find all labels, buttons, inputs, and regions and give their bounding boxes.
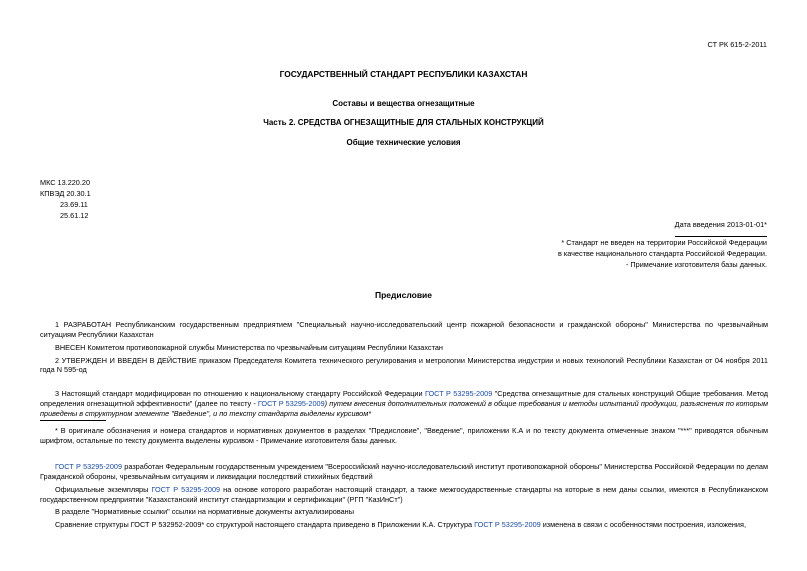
document-code: СТ РК 615-2-2011 [707,40,767,49]
footnote-line-1: * Стандарт не введен на территории Российской Федерации [561,238,767,247]
preface-paragraph-4 [40,389,768,419]
body-paragraph-3: В разделе "Нормативные ссылки" ссылки на нормативные документы актуализированы [55,507,354,517]
gost-link-2[interactable]: ГОСТ Р 53295-2009 [257,399,325,409]
body-paragraph-4 [40,520,768,530]
title-line-2: Составы и вещества огнезащитные [332,99,475,108]
p4-text-b: "Средства огнезащитные для стальных конструкций Общие требования. Метод определения огнезащитной эффективности" (далее по тексту - [40,389,768,409]
gost-link-5[interactable]: ГОСТ Р 53295-2009 [474,520,541,530]
p8-text-b: изменена в связи с особенностями построения, изложения, [540,520,746,530]
footnote-line-3: - Примечание изготовителя базы данных. [625,259,767,269]
footnote-formatting: * В оригинале обозначения и номера стандартов и нормативных документов в разделах "Предисловие", "Введение", приложении К.А и по тексту документа отмеченные знаком "***" приводятся обычным шрифтом, остальные по тексту документа выделены курсивом - Примечание изготовителя базы данных. [40,426,768,445]
classification-codes [40,178,91,222]
p4-text-a: 3 Настоящий стандарт модифицирован по отношению к национальному стандарту Российской Федерации [55,389,425,399]
footnote-line-2: в качестве национального стандарта Российской Федерации. [557,248,767,258]
p6-text-a: Официальные экземпляры [55,484,152,494]
preface-paragraph-2: ВНЕСЕН Комитетом противопожарной службы Министерства по чрезвычайным ситуациям Республики Казахстан [55,342,443,352]
preface-heading: Предисловие [374,290,433,300]
preface-paragraph-3: 2 УТВЕРЖДЕН И ВВЕДЕН В ДЕЙСТВИЕ приказом Председателя Комитета технического регулирования и метрологии Министерства индустрии и новых технологий Республики Казахстан от 04 ноября 2011 года N 595-од [40,355,768,375]
code-kpved: КПВЭД 20.30.1 [40,188,91,198]
p4-text-c: ) путем внесения дополнительных положений в общие требования и методы испытаний продукции, разъяснения по которым приведены в структурном элементе "Введение", и по тексту стандарта выделены курсивом* [40,399,768,418]
preface-paragraph-1: 1 РАЗРАБОТАН Республиканским государственным предприятием "Специальный научно-исследовательский центр пожарной безопасности и гражданской обороны" Министерства по чрезвычайным ситуациям Республики Казахстан [40,320,768,339]
footnote-rule-top [675,236,767,237]
document-title: ГОСУДАРСТВЕННЫЙ СТАНДАРТ РЕСПУБЛИКИ КАЗАХСТАН [279,69,528,79]
footnote-rule-bottom [40,420,106,421]
introduction-date: Дата введения 2013-01-01* [674,220,767,229]
footnote-not-enacted [558,238,767,271]
title-line-3: Часть 2. СРЕДСТВА ОГНЕЗАЩИТНЫЕ ДЛЯ СТАЛЬНЫХ КОНСТРУКЦИЙ [263,118,544,127]
p5-text: разработан Федеральным государственным учреждением "Всероссийский научно-исследовательский институт противопожарной обороны" Министерства Российской Федерации по делам Гражданской обороны, чрезвычайным ситуациям и ликвидации последствий стихийных бедствий [40,462,769,481]
gost-link-3[interactable]: ГОСТ Р 53295-2009 [55,462,123,471]
p6-text-b: на основе которого разработан настоящий стандарт, а также межгосударственные стандарты на которые в нем даны ссылки, имеются в Республиканском государственном предприятии "Казахстанский институт стандартизации и сертификации" (РГП "КазИнСт") [40,484,768,504]
preface-body [40,320,768,419]
body-paragraph-1 [40,462,768,482]
title-line-4: Общие технические условия [346,138,461,147]
body-paragraph-2 [40,485,768,505]
code-mks: МКС 13.220.20 [40,178,91,187]
code-1: 23.69.11 [60,199,88,209]
gost-link[interactable]: ГОСТ Р 53295-2009 [424,389,493,399]
gost-link-4[interactable]: ГОСТ Р 53295-2009 [151,484,221,494]
code-2: 25.61.12 [60,210,89,220]
p8-text-a: Сравнение структуры ГОСТ Р 532952-2009* со структурой настоящего стандарта приведено в Приложении К.А. Структура [55,520,475,530]
main-body [40,462,768,530]
